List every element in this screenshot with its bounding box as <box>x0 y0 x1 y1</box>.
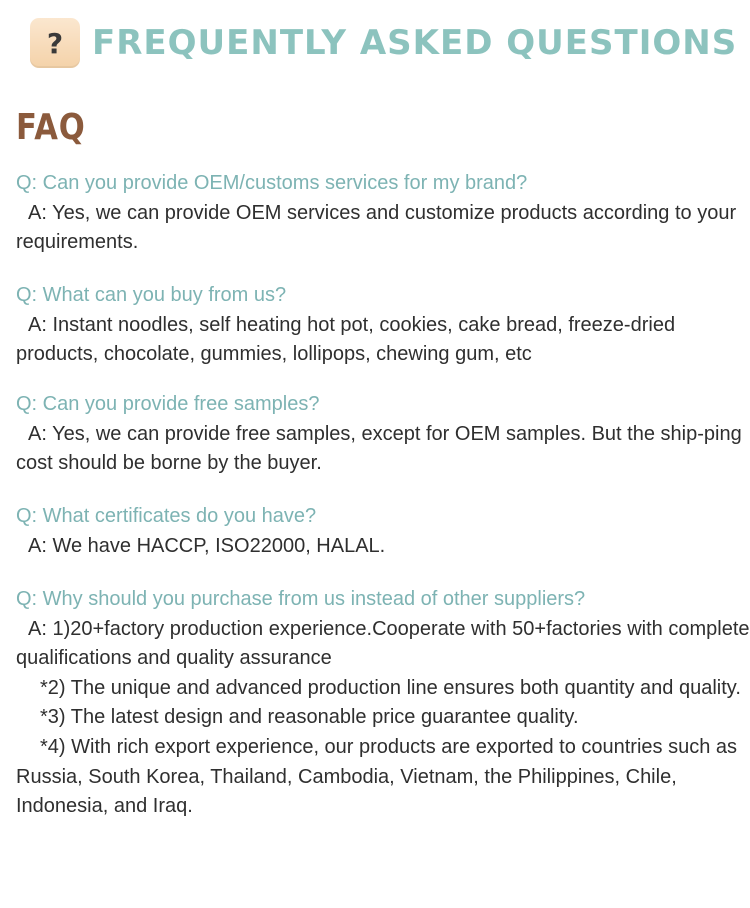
faq-header <box>30 17 737 69</box>
faq-answer-text: *2) The unique and advanced production line ensures both quantity and quality. <box>40 676 741 699</box>
faq-question: Q: Can you provide OEM/customs services for my brand? <box>16 172 528 194</box>
faq-question: Q: Why should you purchase from us instead of other suppliers? <box>16 588 586 610</box>
faq-label: FAQ <box>16 107 86 148</box>
faq-answer-text: *4) With rich export experience, our products are exported to countries such as Russia, South Korea, Thailand, Cambodia, Vietnam, the Philippines, Chile, Indonesia, and Iraq. <box>16 735 738 818</box>
faq-answer-text: A: Yes, we can provide free samples, except for OEM samples. But the ship-ping cost should be borne by the buyer. <box>16 422 742 475</box>
faq-item-1 <box>16 169 750 258</box>
faq-item-2 <box>16 281 750 370</box>
faq-answer-text: A: We have HACCP, ISO22000, HALAL. <box>28 534 386 557</box>
faq-answer <box>16 199 750 258</box>
faq-answer-text: A: Yes, we can provide OEM services and customize products according to your requirements. <box>16 201 737 254</box>
faq-answer <box>16 420 750 479</box>
faq-item-5 <box>16 585 750 822</box>
faq-answer <box>16 311 750 370</box>
question-mark-icon: ? <box>30 18 80 68</box>
faq-answer-text: A: Instant noodles, self heating hot pot, cookies, cake bread, freeze-dried products, chocolate, gummies, lollipops, chewing gum, etc <box>16 313 676 366</box>
faq-item-3 <box>16 390 750 479</box>
faq-answer <box>16 615 750 822</box>
faq-answer-text: *3) The latest design and reasonable price guarantee quality. <box>40 706 579 729</box>
page-title: FREQUENTLY ASKED QUESTIONS <box>92 23 738 63</box>
faq-answer <box>16 532 750 562</box>
faq-answer-text: A: 1)20+factory production experience.Cooperate with 50+factories with complete qualifications and quality assurance <box>16 617 750 670</box>
faq-question: Q: What can you buy from us? <box>16 284 287 306</box>
faq-question: Q: What certificates do you have? <box>16 505 317 527</box>
faq-item-4 <box>16 502 750 561</box>
faq-question: Q: Can you provide free samples? <box>16 393 320 415</box>
